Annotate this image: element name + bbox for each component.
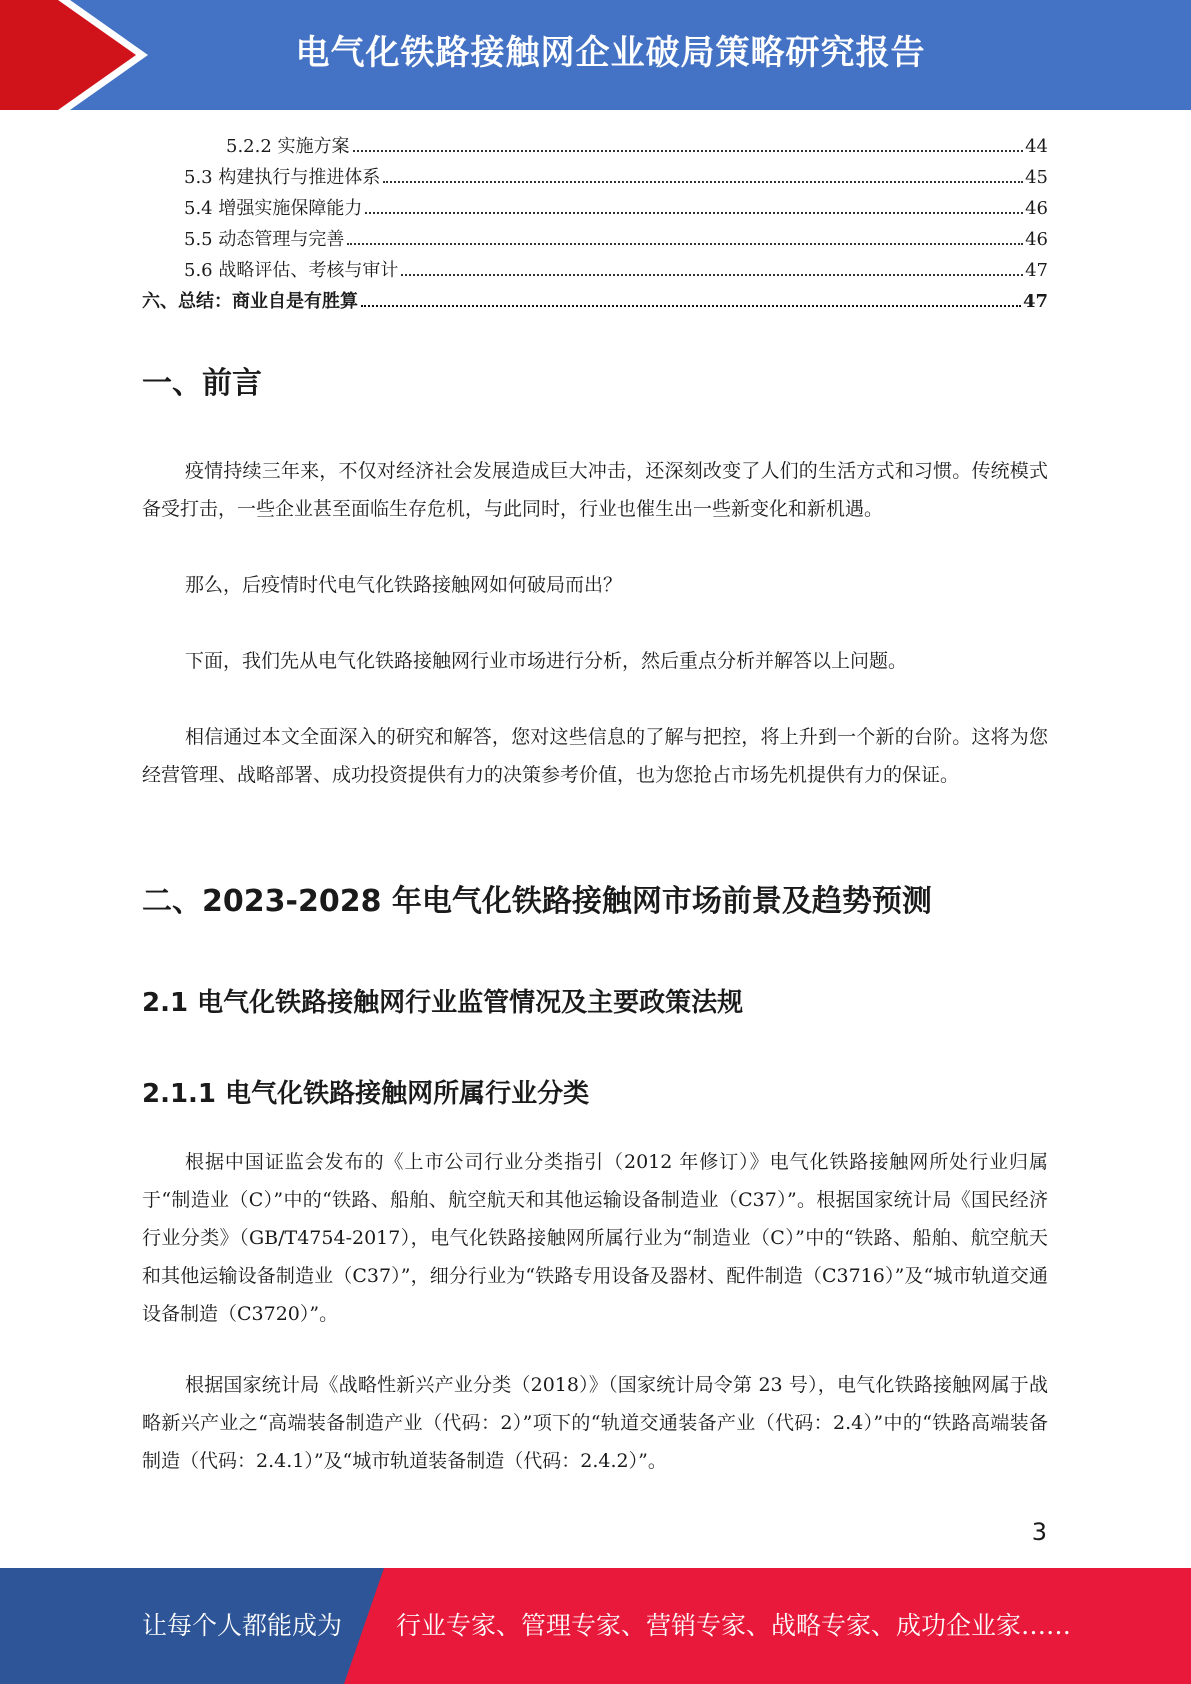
page-footer	[0, 1568, 1191, 1684]
toc-entry-label: 5.4 增强实施保障能力	[184, 198, 363, 219]
toc-leader-dots	[383, 181, 1023, 183]
toc-entry-page: 46	[1025, 198, 1048, 219]
report-title: 电气化铁路接触网企业破局策略研究报告	[295, 33, 926, 73]
preface-paragraph-4: 相信通过本文全面深入的研究和解答，您对这些信息的了解与把控，将上升到一个新的台阶。这将为您经营管理、战略部署、成功投资提供有力的决策参考价值，也为您抢占市场先机提供有力的保证。	[142, 726, 1048, 786]
toc-entry[interactable]	[142, 255, 1048, 286]
toc-leader-dots	[401, 274, 1023, 276]
section-heading-preface: 一、前言	[142, 366, 262, 401]
toc-entry[interactable]	[142, 193, 1048, 224]
toc-entry[interactable]	[142, 224, 1048, 255]
page-header	[0, 0, 1191, 110]
toc-leader-dots	[353, 150, 1024, 152]
toc-entry-label: 六、总结：商业自是有胜算	[142, 291, 358, 312]
toc-entry-label: 5.5 动态管理与完善	[184, 229, 345, 250]
section-heading-market: 二、2023-2028 年电气化铁路接触网市场前景及趋势预测	[142, 884, 932, 919]
toc-entry[interactable]	[142, 162, 1048, 193]
preface-paragraph-3: 下面，我们先从电气化铁路接触网行业市场进行分析，然后重点分析并解答以上问题。	[185, 650, 908, 672]
preface-paragraph-1: 疫情持续三年来，不仅对经济社会发展造成巨大冲击，还深刻改变了人们的生活方式和习惯。传统模式备受打击，一些企业甚至面临生存危机，与此同时，行业也催生出一些新变化和新机遇。	[142, 460, 1048, 520]
preface-paragraph-2: 那么，后疫情时代电气化铁路接触网如何破局而出？	[185, 574, 623, 596]
page-number: 3	[1031, 1518, 1047, 1546]
toc-leader-dots	[347, 243, 1023, 245]
toc-entry[interactable]	[142, 286, 1048, 317]
classification-paragraph-2: 根据国家统计局《战略性新兴产业分类（2018）》（国家统计局令第 23 号），电气化铁路接触网属于战略新兴产业之“高端装备制造产业（代码：2）”项下的“轨道交通装备产业（代码：2.4）”中的“铁路高端装备制造（代码：2.4.1）”及“城市轨道装备制造（代码：2.4.2）”。	[142, 1374, 1048, 1472]
toc-entry-page: 45	[1025, 167, 1048, 188]
toc-leader-dots	[365, 212, 1023, 214]
subsection-heading-2-1: 2.1 电气化铁路接触网行业监管情况及主要政策法规	[142, 988, 744, 1018]
toc-leader-dots	[361, 305, 1021, 307]
toc-entry-page: 47	[1025, 260, 1048, 281]
footer-slogan-left: 让每个人都能成为	[142, 1611, 343, 1640]
subsection-heading-2-1-1: 2.1.1 电气化铁路接触网所属行业分类	[142, 1079, 590, 1109]
toc-entry-label: 5.6 战略评估、考核与审计	[184, 260, 399, 281]
toc-entry[interactable]	[142, 131, 1048, 162]
table-of-contents	[142, 131, 1048, 317]
toc-entry-page: 44	[1025, 136, 1048, 157]
footer-slogan-right: 行业专家、管理专家、营销专家、战略专家、成功企业家……	[396, 1611, 1072, 1640]
toc-entry-label: 5.3 构建执行与推进体系	[184, 167, 381, 188]
toc-entry-page: 46	[1025, 229, 1048, 250]
toc-entry-label: 5.2.2 实施方案	[226, 136, 350, 157]
toc-entry-page: 47	[1022, 291, 1048, 312]
classification-paragraph-1: 根据中国证监会发布的《上市公司行业分类指引（2012 年修订）》电气化铁路接触网所处行业归属于“制造业（C）”中的“铁路、船舶、航空航天和其他运输设备制造业（C37）”。根据国家统计局《国民经济行业分类》（GB/T4754-2017），电气化铁路接触网所属行业为“制造业（C）”中的“铁路、船舶、航空航天和其他运输设备制造业（C37）”，细分行业为“铁路专用设备及器材、配件制造（C3716）”及“城市轨道交通设备制造（C3720）”。	[142, 1151, 1048, 1325]
